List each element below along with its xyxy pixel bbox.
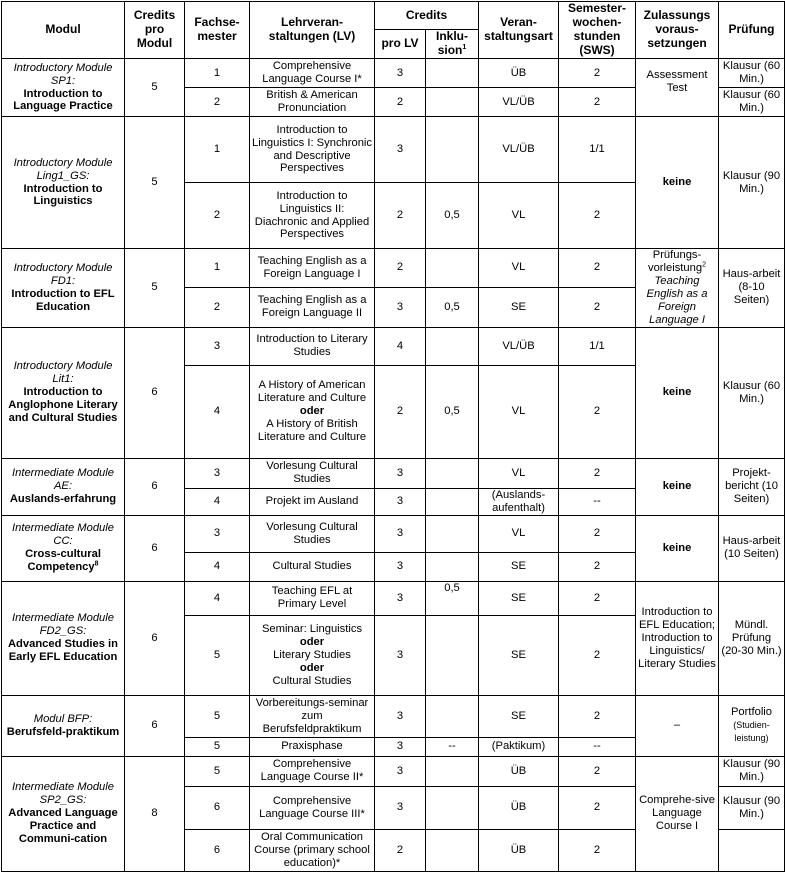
zulassung-cell: keine bbox=[636, 327, 719, 458]
pruefung-cell: Klausur (60 Min.) bbox=[719, 88, 785, 117]
inklusion-cell bbox=[426, 59, 479, 88]
semester-cell: 4 bbox=[185, 365, 250, 458]
course-cell: Comprehensive Language Course II* bbox=[250, 756, 375, 786]
table-row bbox=[2, 695, 785, 737]
course-cell: Projekt im Ausland bbox=[250, 488, 375, 515]
col-pruefung-header: Prüfung bbox=[719, 2, 785, 59]
inklusion-cell: 0,5 bbox=[426, 365, 479, 458]
course-cell: Vorlesung Cultural Studies bbox=[250, 458, 375, 488]
table-row bbox=[2, 117, 785, 183]
inklusion-cell bbox=[426, 117, 479, 183]
pruefung-cell: Mündl. Prüfung (20-30 Min.) bbox=[719, 581, 785, 695]
module-credits: 6 bbox=[125, 695, 185, 756]
credits-cell: 2 bbox=[375, 365, 426, 458]
credits-cell: 3 bbox=[375, 59, 426, 88]
module-credits: 5 bbox=[125, 59, 185, 117]
pruefung-cell: Projekt-bericht (10 Seiten) bbox=[719, 458, 785, 515]
course-cell: Comprehensive Language Course III* bbox=[250, 786, 375, 829]
sws-cell: -- bbox=[559, 737, 636, 756]
sws-cell: 2 bbox=[559, 183, 636, 249]
credits-cell: 4 bbox=[375, 327, 426, 365]
semester-cell: 5 bbox=[185, 756, 250, 786]
pruefung-cell: Haus-arbeit (10 Seiten) bbox=[719, 515, 785, 581]
pruefung-cell: Klausur (90 Min.) bbox=[719, 117, 785, 249]
course-cell: Vorlesung Cultural Studies bbox=[250, 515, 375, 552]
course-cell: Seminar: Linguistics oder Literary Studies oder Cultural Studies bbox=[250, 615, 375, 695]
type-cell: SE bbox=[479, 695, 559, 737]
type-cell: (Paktikum) bbox=[479, 737, 559, 756]
col-art-header: Veran-staltungsart bbox=[479, 2, 559, 59]
course-cell: A History of American Literature and Culture oder A History of British Literature and Culture bbox=[250, 365, 375, 458]
inklusion-cell bbox=[426, 88, 479, 117]
module-cell: Intermediate Module FD2_GS: Advanced Studies in Early EFL Education bbox=[2, 581, 125, 695]
inklusion-cell bbox=[426, 249, 479, 288]
zulassung-cell: keine bbox=[636, 117, 719, 249]
inklusion-cell: -- bbox=[426, 737, 479, 756]
zulassung-cell: Prüfungs-vorleistung$^2$ Teaching English as a Foreign Language I bbox=[636, 249, 719, 328]
module-cell: Introductory Module FD1: Introduction to EFL Education bbox=[2, 249, 125, 328]
sws-cell: 2 bbox=[559, 581, 636, 615]
sws-cell: 2 bbox=[559, 756, 636, 786]
type-cell: VL bbox=[479, 183, 559, 249]
sws-cell: 2 bbox=[559, 59, 636, 88]
module-cell: Intermediate Module SP2_GS: Advanced Language Practice and Communi-cation bbox=[2, 756, 125, 871]
type-cell: ÜB bbox=[479, 756, 559, 786]
semester-cell: 5 bbox=[185, 737, 250, 756]
module-credits: 5 bbox=[125, 117, 185, 249]
course-cell: Introduction to Linguistics II: Diachronic and Applied Perspectives bbox=[250, 183, 375, 249]
pruefung-cell: Portfolio (Studien-leistung) bbox=[719, 695, 785, 756]
course-cell: Cultural Studies bbox=[250, 552, 375, 581]
semester-cell: 2 bbox=[185, 183, 250, 249]
col-fachsemester-header: Fachse-mester bbox=[185, 2, 250, 59]
credits-cell: 3 bbox=[375, 737, 426, 756]
inklusion-cell bbox=[426, 615, 479, 695]
course-cell: Teaching EFL at Primary Level bbox=[250, 581, 375, 615]
credits-cell: 3 bbox=[375, 581, 426, 615]
col-credits-header: Credits bbox=[375, 2, 479, 30]
course-cell: British & American Pronunciation bbox=[250, 88, 375, 117]
course-cell: Introduction to Linguistics I: Synchronic and Descriptive Perspectives bbox=[250, 117, 375, 183]
sws-cell: 2 bbox=[559, 829, 636, 871]
table-row bbox=[2, 581, 785, 615]
credits-cell: 3 bbox=[375, 695, 426, 737]
inklusion-cell bbox=[426, 695, 479, 737]
inklusion-cell bbox=[426, 786, 479, 829]
col-zulassung-header: Zulassungs voraus-setzungen bbox=[636, 2, 719, 59]
course-cell: Introduction to Literary Studies bbox=[250, 327, 375, 365]
semester-cell: 5 bbox=[185, 615, 250, 695]
inklusion-cell bbox=[426, 829, 479, 871]
type-cell: SE bbox=[479, 287, 559, 327]
semester-cell: 1 bbox=[185, 59, 250, 88]
zulassung-cell: Assessment Test bbox=[636, 59, 719, 117]
credits-cell: 3 bbox=[375, 287, 426, 327]
credits-cell: 3 bbox=[375, 615, 426, 695]
semester-cell: 3 bbox=[185, 458, 250, 488]
zulassung-cell: Introduction to EFL Education; Introduction to Linguistics/ Literary Studies bbox=[636, 581, 719, 695]
module-table bbox=[1, 1, 785, 872]
pruefung-cell: Haus-arbeit (8-10 Seiten) bbox=[719, 249, 785, 328]
table-row bbox=[2, 756, 785, 786]
col-modul-header: Modul bbox=[2, 2, 125, 59]
col-pro-lv-header: pro LV bbox=[375, 30, 426, 59]
sws-cell: 2 bbox=[559, 695, 636, 737]
semester-cell: 3 bbox=[185, 515, 250, 552]
course-cell: Praxisphase bbox=[250, 737, 375, 756]
type-cell: ÜB bbox=[479, 829, 559, 871]
type-cell: VL bbox=[479, 515, 559, 552]
module-cell: Intermediate Module CC: Cross-cultural Competency$^8$ bbox=[2, 515, 125, 581]
col-credits-modul-header: Credits pro Modul bbox=[125, 2, 185, 59]
module-cell: Intermediate Module AE: Auslands-erfahrung bbox=[2, 458, 125, 515]
course-cell: Teaching English as a Foreign Language II bbox=[250, 287, 375, 327]
type-cell: VL/ÜB bbox=[479, 327, 559, 365]
table-row bbox=[2, 327, 785, 365]
pruefung-cell: Klausur (90 Min.) bbox=[719, 756, 785, 786]
sws-cell: 1/1 bbox=[559, 327, 636, 365]
module-credits: 6 bbox=[125, 515, 185, 581]
sws-cell: 2 bbox=[559, 615, 636, 695]
course-cell: Comprehensive Language Course I* bbox=[250, 59, 375, 88]
semester-cell: 4 bbox=[185, 488, 250, 515]
type-cell: SE bbox=[479, 581, 559, 615]
module-cell: Introductory Module Lit1: Introduction to Anglophone Literary and Cultural Studies bbox=[2, 327, 125, 458]
semester-cell: 5 bbox=[185, 695, 250, 737]
type-cell: VL bbox=[479, 365, 559, 458]
credits-cell: 2 bbox=[375, 183, 426, 249]
type-cell: ÜB bbox=[479, 59, 559, 88]
pruefung-cell: Klausur (60 Min.) bbox=[719, 327, 785, 458]
credits-cell: 2 bbox=[375, 249, 426, 288]
semester-cell: 4 bbox=[185, 552, 250, 581]
module-cell: Introductory Module SP1: Introduction to Language Practice bbox=[2, 59, 125, 117]
zulassung-cell: – bbox=[636, 695, 719, 756]
zulassung-cell: Comprehe-sive Language Course I bbox=[636, 756, 719, 871]
inklusion-cell bbox=[426, 552, 479, 581]
table-row bbox=[2, 515, 785, 552]
sws-cell: 2 bbox=[559, 249, 636, 288]
credits-cell: 2 bbox=[375, 829, 426, 871]
sws-cell: 2 bbox=[559, 88, 636, 117]
module-credits: 6 bbox=[125, 581, 185, 695]
module-credits: 6 bbox=[125, 327, 185, 458]
semester-cell: 4 bbox=[185, 581, 250, 615]
inklusion-cell bbox=[426, 458, 479, 488]
zulassung-cell: keine bbox=[636, 515, 719, 581]
semester-cell: 1 bbox=[185, 249, 250, 288]
credits-cell: 3 bbox=[375, 552, 426, 581]
semester-cell: 6 bbox=[185, 829, 250, 871]
credits-cell: 3 bbox=[375, 117, 426, 183]
semester-cell: 2 bbox=[185, 287, 250, 327]
pruefung-cell: Klausur (60 Min.) bbox=[719, 59, 785, 88]
type-cell: (Auslands-aufenthalt) bbox=[479, 488, 559, 515]
sws-cell: 2 bbox=[559, 786, 636, 829]
credits-cell: 2 bbox=[375, 88, 426, 117]
sws-cell: -- bbox=[559, 488, 636, 515]
credits-cell: 3 bbox=[375, 515, 426, 552]
credits-cell: 3 bbox=[375, 786, 426, 829]
col-lv-header: Lehrveran-staltungen (LV) bbox=[250, 2, 375, 59]
module-credits: 6 bbox=[125, 458, 185, 515]
inklusion-cell: 0,5 bbox=[426, 287, 479, 327]
course-cell: Oral Communication Course (primary school education)* bbox=[250, 829, 375, 871]
semester-cell: 1 bbox=[185, 117, 250, 183]
sws-cell: 2 bbox=[559, 287, 636, 327]
credits-cell: 3 bbox=[375, 756, 426, 786]
type-cell: SE bbox=[479, 552, 559, 581]
semester-cell: 6 bbox=[185, 786, 250, 829]
module-credits: 8 bbox=[125, 756, 185, 871]
credits-cell: 3 bbox=[375, 488, 426, 515]
col-inklusion-header: Inklu-sion$^1$ bbox=[426, 30, 479, 59]
type-cell: VL bbox=[479, 458, 559, 488]
inklusion-cell bbox=[426, 327, 479, 365]
module-cell: Introductory Module Ling1_GS: Introduction to Linguistics bbox=[2, 117, 125, 249]
sws-cell: 2 bbox=[559, 365, 636, 458]
sws-cell: 2 bbox=[559, 515, 636, 552]
sws-cell: 2 bbox=[559, 552, 636, 581]
table-row bbox=[2, 59, 785, 88]
credits-cell: 3 bbox=[375, 458, 426, 488]
course-cell: Vorbereitungs-seminar zum Berufsfeldpraktikum bbox=[250, 695, 375, 737]
type-cell: VL/ÜB bbox=[479, 117, 559, 183]
module-credits: 5 bbox=[125, 249, 185, 328]
type-cell: VL/ÜB bbox=[479, 88, 559, 117]
inklusion-cell: 0,5 bbox=[426, 183, 479, 249]
type-cell: ÜB bbox=[479, 786, 559, 829]
inklusion-cell bbox=[426, 515, 479, 552]
semester-cell: 3 bbox=[185, 327, 250, 365]
pruefung-cell bbox=[719, 829, 785, 871]
type-cell: SE bbox=[479, 615, 559, 695]
inklusion-cell bbox=[426, 756, 479, 786]
zulassung-cell: keine bbox=[636, 458, 719, 515]
type-cell: VL bbox=[479, 249, 559, 288]
pruefung-cell: Klausur (90 Min.) bbox=[719, 786, 785, 829]
table-row bbox=[2, 249, 785, 288]
module-cell: Modul BFP: Berufsfeld-praktikum bbox=[2, 695, 125, 756]
header-row bbox=[2, 2, 785, 30]
course-cell: Teaching English as a Foreign Language I bbox=[250, 249, 375, 288]
sws-cell: 2 bbox=[559, 458, 636, 488]
col-sws-header: Semester-wochen-stunden (SWS) bbox=[559, 2, 636, 59]
inklusion-cell: 0,5 bbox=[426, 581, 479, 615]
sws-cell: 1/1 bbox=[559, 117, 636, 183]
table-row bbox=[2, 458, 785, 488]
semester-cell: 2 bbox=[185, 88, 250, 117]
inklusion-cell bbox=[426, 488, 479, 515]
